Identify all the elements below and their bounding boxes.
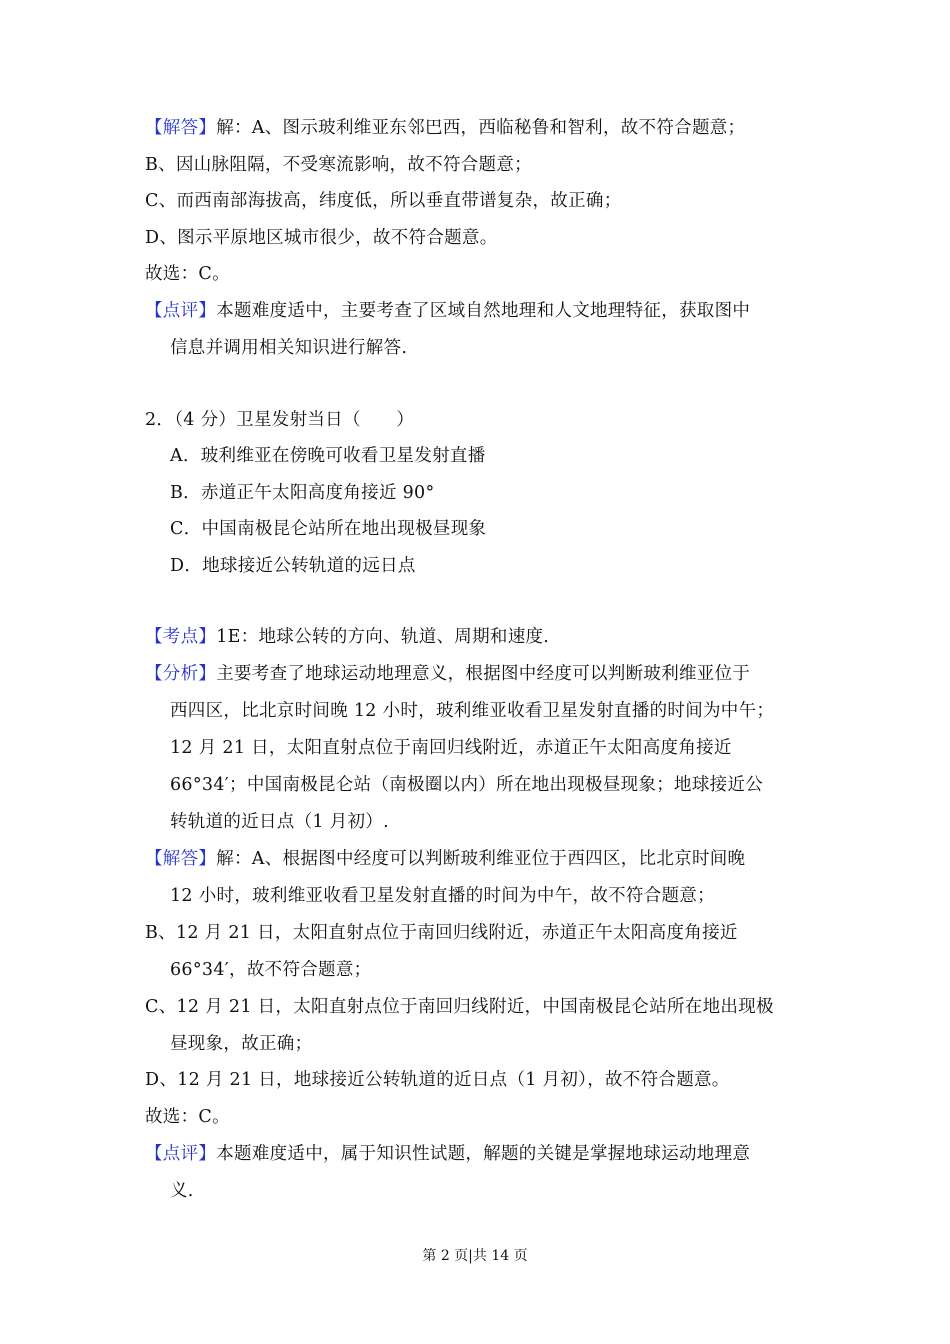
text-line <box>170 884 715 908</box>
text-line <box>170 1179 194 1203</box>
text-line <box>145 153 532 177</box>
line-text: 信息并调用相关知识进行解答. <box>170 338 408 358</box>
line-text: B、因山脉阻隔，不受寒流影响，故不符合题意； <box>145 155 532 175</box>
line-text: 66°34′，故不符合题意； <box>170 960 372 980</box>
text-line <box>145 1105 230 1129</box>
section-tag: 【解答】 <box>145 849 217 869</box>
text-line <box>145 226 498 250</box>
text-line <box>145 1142 750 1166</box>
text-line <box>145 847 745 871</box>
page-footer: 第 2 页|共 14 页 <box>422 1248 528 1264</box>
text-line <box>170 517 486 541</box>
line-text: 12 月 21 日，太阳直射点位于南回归线附近，赤道正午太阳高度角接近 <box>170 738 732 758</box>
text-line <box>170 958 371 982</box>
text-line <box>170 810 389 834</box>
text-line <box>145 995 774 1019</box>
line-text: C、12 月 21 日，太阳直射点位于南回归线附近，中国南极昆仑站所在地出现极 <box>145 997 774 1017</box>
text-line <box>145 625 549 649</box>
text-line <box>170 699 774 723</box>
text-line <box>145 1068 730 1092</box>
line-text: 2．（4 分）卫星发射当日（ ） <box>145 410 415 430</box>
line-text: 本题难度适中，属于知识性试题，解题的关键是掌握地球运动地理意 <box>216 1144 751 1164</box>
text-line <box>145 662 750 686</box>
text-line <box>145 116 745 140</box>
line-text: A．玻利维亚在傍晚可收看卫星发射直播 <box>170 446 486 466</box>
text-line <box>170 481 435 505</box>
line-text: B、12 月 21 日，太阳直射点位于南回归线附近，赤道正午太阳高度角接近 <box>145 923 738 943</box>
line-text: D、12 月 21 日，地球接近公转轨道的近日点（1 月初），故不符合题意。 <box>145 1070 730 1090</box>
line-text: 转轨道的近日点（1 月初）. <box>170 812 389 832</box>
section-tag: 【考点】 <box>145 627 217 647</box>
text-line <box>170 736 732 760</box>
text-line <box>145 921 738 945</box>
line-text: C、而西南部海拔高，纬度低，所以垂直带谱复杂，故正确； <box>145 191 622 211</box>
line-text: 义. <box>170 1181 194 1201</box>
text-line <box>145 262 230 286</box>
section-tag: 【点评】 <box>145 301 217 321</box>
line-text: 故选：C。 <box>145 1107 230 1127</box>
section-tag: 【解答】 <box>145 118 217 138</box>
text-line <box>170 336 407 360</box>
text-line <box>170 773 763 797</box>
line-text: B．赤道正午太阳高度角接近 90° <box>170 483 435 503</box>
line-text: 1E：地球公转的方向、轨道、周期和速度. <box>216 627 550 647</box>
line-text: 故选：C。 <box>145 264 230 284</box>
line-text: 解：A、根据图中经度可以判断玻利维亚位于西四区，比北京时间晚 <box>216 849 746 869</box>
line-text: 昼现象，故正确； <box>170 1034 313 1054</box>
text-line <box>145 299 750 323</box>
text-line <box>170 1032 312 1056</box>
text-line <box>145 189 622 213</box>
line-text: 12 小时，玻利维亚收看卫星发射直播的时间为中午，故不符合题意； <box>170 886 715 906</box>
text-line <box>170 554 416 578</box>
text-line <box>170 444 486 468</box>
section-tag: 【分析】 <box>145 664 217 684</box>
line-text: 66°34′；中国南极昆仑站（南极圈以内）所在地出现极昼现象；地球接近公 <box>170 775 764 795</box>
line-text: D．地球接近公转轨道的远日点 <box>170 556 416 576</box>
section-tag: 【点评】 <box>145 1144 217 1164</box>
line-text: 主要考查了地球运动地理意义，根据图中经度可以判断玻利维亚位于 <box>216 664 751 684</box>
line-text: 解：A、图示玻利维亚东邻巴西，西临秘鲁和智利，故不符合题意； <box>216 118 746 138</box>
line-text: 西四区，比北京时间晚 12 小时，玻利维亚收看卫星发射直播的时间为中午； <box>170 701 775 721</box>
text-line <box>145 408 414 432</box>
line-text: D、图示平原地区城市很少，故不符合题意。 <box>145 228 498 248</box>
line-text: 本题难度适中，主要考查了区域自然地理和人文地理特征，获取图中 <box>216 301 751 321</box>
line-text: C．中国南极昆仑站所在地出现极昼现象 <box>170 519 487 539</box>
